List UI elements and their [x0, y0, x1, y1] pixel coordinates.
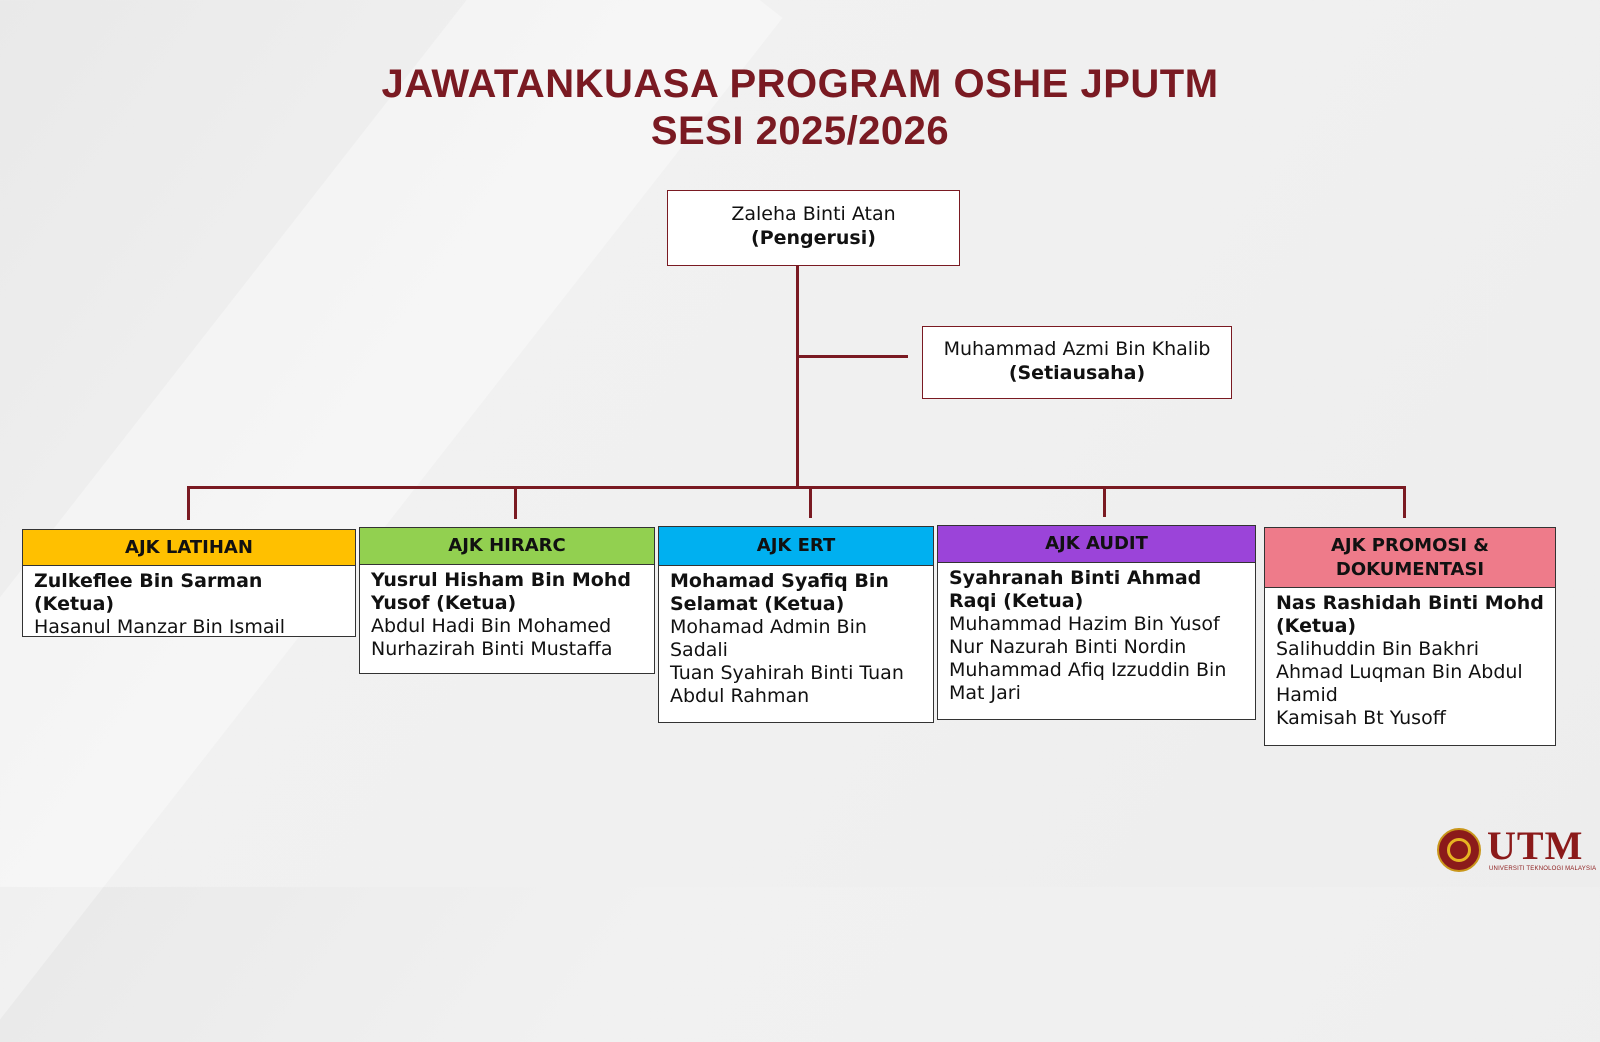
committee-audit-leader: Syahranah Binti Ahmad Raqi (Ketua)	[949, 567, 1202, 612]
connector-drop-promosi	[1403, 486, 1406, 518]
chart-title-line2: SESI 2025/2026	[650, 109, 950, 153]
secretary-name: Muhammad Azmi Bin Khalib	[943, 338, 1211, 360]
utm-logo	[1437, 823, 1597, 878]
connector-drop-audit	[1103, 486, 1106, 517]
committee-audit	[937, 525, 1256, 720]
committee-audit-title: AJK AUDIT	[938, 526, 1255, 563]
committee-promosi-member-2: Ahmad Luqman Bin Abdul Hamid	[1276, 661, 1523, 706]
committee-latihan-members	[23, 566, 355, 645]
committee-ert-member-2: Tuan Syahirah Binti Tuan Abdul Rahman	[670, 662, 904, 707]
committee-hirarc-member-2: Nurhazirah Binti Mustaffa	[371, 638, 613, 660]
committee-promosi-member-1: Salihuddin Bin Bakhri	[1276, 638, 1480, 660]
committee-ert-title: AJK ERT	[659, 527, 933, 566]
committee-promosi-leader: Nas Rashidah Binti Mohd (Ketua)	[1276, 592, 1544, 637]
connector-drop-ert	[809, 486, 812, 518]
secretary-role: (Setiausaha)	[1008, 362, 1146, 384]
committee-promosi-title: AJK PROMOSI & DOKUMENTASI	[1265, 528, 1555, 588]
committee-hirarc-members	[360, 565, 654, 667]
connector-drop-hirarc	[514, 486, 517, 519]
chair-role: (Pengerusi)	[751, 227, 876, 249]
chair-node	[667, 190, 960, 266]
committee-hirarc	[359, 527, 655, 674]
committee-audit-members	[938, 563, 1255, 711]
committee-ert-members	[659, 566, 933, 714]
chair-name: Zaleha Binti Atan	[731, 203, 896, 225]
committee-latihan	[22, 529, 356, 637]
committee-audit-member-1: Muhammad Hazim Bin Yusof	[949, 613, 1220, 635]
connector-chair-vertical	[796, 263, 799, 489]
connector-secretary-branch	[797, 355, 908, 358]
committee-ert	[658, 526, 934, 723]
committee-latihan-member-1: Hasanul Manzar Bin Ismail	[34, 616, 286, 638]
committee-hirarc-leader: Yusrul Hisham Bin Mohd Yusof (Ketua)	[371, 569, 631, 614]
committee-ert-member-1: Mohamad Admin Bin Sadali	[670, 616, 867, 661]
background-stripe	[0, 0, 783, 1042]
utm-seal-icon	[1437, 828, 1481, 872]
committee-latihan-title: AJK LATIHAN	[23, 530, 355, 566]
connector-drop-latihan	[187, 486, 190, 520]
committee-ert-leader: Mohamad Syafiq Bin Selamat (Ketua)	[670, 570, 889, 615]
connector-horizontal-bus	[187, 486, 1406, 489]
committee-audit-member-3: Muhammad Afiq Izzuddin Bin Mat Jari	[949, 659, 1227, 704]
committee-hirarc-member-1: Abdul Hadi Bin Mohamed	[371, 615, 612, 637]
secretary-node	[922, 326, 1232, 399]
utm-logo-subtitle: UNIVERSITI TEKNOLOGI MALAYSIA	[1489, 866, 1597, 872]
committee-promosi	[1264, 527, 1556, 746]
committee-latihan-leader: Zulkeflee Bin Sarman (Ketua)	[34, 570, 263, 615]
committee-promosi-members	[1265, 588, 1555, 736]
committee-audit-member-2: Nur Nazurah Binti Nordin	[949, 636, 1187, 658]
chart-title-line1: JAWATANKUASA PROGRAM OSHE JPUTM	[381, 62, 1219, 106]
committee-hirarc-title: AJK HIRARC	[360, 528, 654, 565]
committee-promosi-member-3: Kamisah Bt Yusoff	[1276, 707, 1446, 729]
utm-logo-text: UTM	[1487, 823, 1584, 868]
